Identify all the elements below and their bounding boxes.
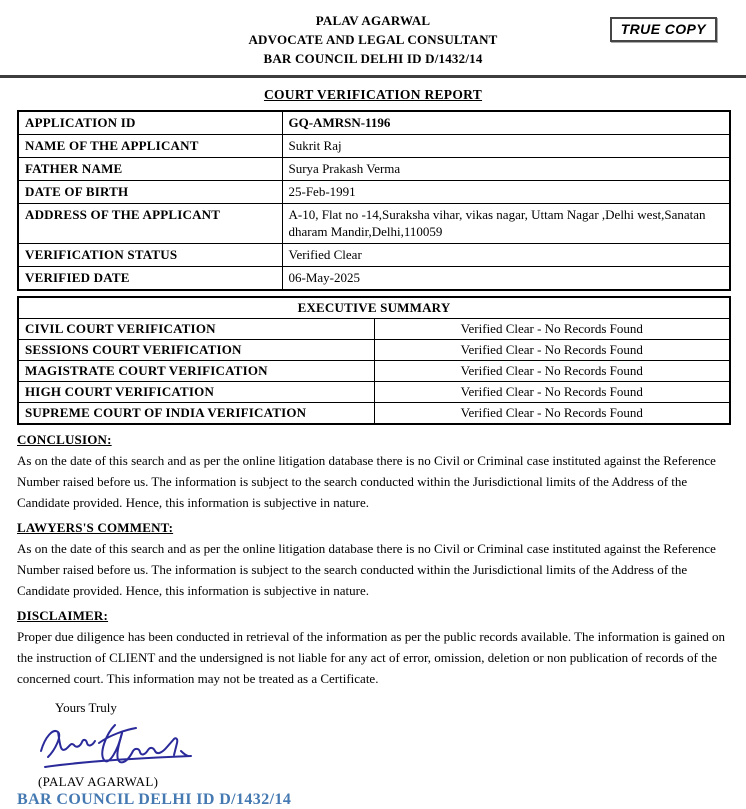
applicant-details-table: [17, 110, 731, 291]
disclaimer-text: Proper due diligence has been conducted in retrieval of the information as per the public records available. The information is gained on the instruction of CLIENT and the undersigned is not liable for any act of error, omission, deletion or non publication of records of the concerned court. This information may not be treated as a Certificate.: [17, 629, 726, 686]
disclaimer-section: [17, 608, 731, 689]
detail-value: Surya Prakash Verma: [282, 158, 730, 181]
detail-value: Sukrit Raj: [282, 135, 730, 158]
lawyers-comment-heading: LAWYERS'S COMMENT:: [17, 520, 174, 535]
detail-label: NAME OF THE APPLICANT: [18, 135, 282, 158]
summary-value: Verified Clear - No Records Found: [374, 340, 730, 361]
report-body: [0, 110, 746, 809]
advocate-name: PALAV AGARWAL: [315, 13, 431, 28]
summary-value: Verified Clear - No Records Found: [374, 382, 730, 403]
table-row: [18, 319, 730, 340]
detail-label: VERIFICATION STATUS: [18, 244, 282, 267]
report-title: COURT VERIFICATION REPORT: [263, 87, 483, 102]
summary-label: CIVIL COURT VERIFICATION: [18, 319, 374, 340]
table-row: [18, 340, 730, 361]
summary-value: Verified Clear - No Records Found: [374, 319, 730, 340]
detail-label: FATHER NAME: [18, 158, 282, 181]
disclaimer-heading: DISCLAIMER:: [17, 608, 109, 623]
summary-label: HIGH COURT VERIFICATION: [18, 382, 374, 403]
table-row: [18, 297, 730, 319]
summary-label: MAGISTRATE COURT VERIFICATION: [18, 361, 374, 382]
table-row: [18, 204, 730, 244]
executive-summary-table: [17, 296, 731, 425]
conclusion-section: [17, 432, 731, 513]
detail-label: ADDRESS OF THE APPLICANT: [18, 204, 282, 244]
detail-value: 25-Feb-1991: [282, 181, 730, 204]
summary-label: SUPREME COURT OF INDIA VERIFICATION: [18, 403, 374, 425]
signatory-name: (PALAV AGARWAL): [38, 774, 159, 789]
header-divider: [0, 75, 746, 78]
detail-value: GQ-AMRSN-1196: [282, 111, 730, 135]
summary-value: Verified Clear - No Records Found: [374, 361, 730, 382]
detail-value: 06-May-2025: [282, 267, 730, 291]
letterhead-bar-council-id: BAR COUNCIL DELHI ID D/1432/14: [263, 51, 483, 66]
table-row: [18, 158, 730, 181]
table-row: [18, 244, 730, 267]
summary-label: SESSIONS COURT VERIFICATION: [18, 340, 374, 361]
table-row: [18, 111, 730, 135]
detail-value: A-10, Flat no -14,Suraksha vihar, vikas nagar, Uttam Nagar ,Delhi west,Sanatan dharam Mandir,Delhi,110059: [282, 204, 730, 244]
signature-ink-icon: [31, 718, 221, 774]
conclusion-heading: CONCLUSION:: [17, 432, 112, 447]
conclusion-text: As on the date of this search and as per the online litigation database there is no Civil or Criminal case instituted against the Reference Number raised before us. The information is subject to the search conducted within the Jurisdictional limits of the Address of the Candidate provided. Hence, this information is subjective in nature.: [17, 453, 716, 510]
lawyers-comment-text: As on the date of this search and as per the online litigation database there is no Civil or Criminal case instituted against the Reference Number raised before us. The information is subject to the search conducted within the Jurisdictional limits of the Address of the Candidate provided. Hence, this information is subjective in nature.: [17, 541, 716, 598]
table-row: [18, 382, 730, 403]
table-row: [18, 181, 730, 204]
lawyers-comment-section: [17, 520, 731, 601]
executive-summary-title: EXECUTIVE SUMMARY: [18, 297, 730, 319]
true-copy-stamp: TRUE COPY: [610, 17, 717, 42]
closing-salutation: Yours Truly: [55, 700, 117, 715]
table-row: [18, 403, 730, 425]
detail-value: Verified Clear: [282, 244, 730, 267]
handwritten-signature: [31, 718, 731, 774]
table-row: [18, 361, 730, 382]
table-row: [18, 267, 730, 291]
detail-label: DATE OF BIRTH: [18, 181, 282, 204]
bar-council-id-footer: BAR COUNCIL DELHI ID D/1432/14: [17, 791, 292, 808]
advocate-role: ADVOCATE AND LEGAL CONSULTANT: [248, 32, 498, 47]
table-row: [18, 135, 730, 158]
detail-label: APPLICATION ID: [18, 111, 282, 135]
summary-value: Verified Clear - No Records Found: [374, 403, 730, 425]
detail-label: VERIFIED DATE: [18, 267, 282, 291]
